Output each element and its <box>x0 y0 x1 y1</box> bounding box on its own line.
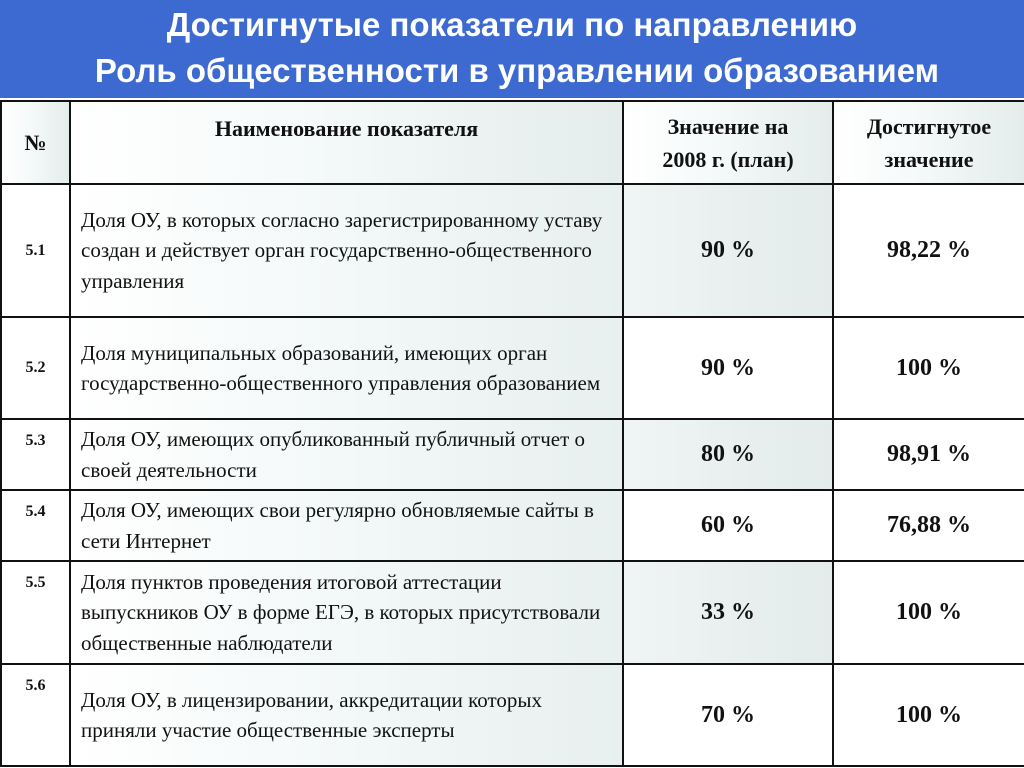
row-plan-value: 33 % <box>623 561 833 664</box>
header-plan-line-1: Значение на <box>667 113 789 139</box>
title-line-1: Достигнутые показатели по направлению <box>166 6 858 43</box>
row-number: 5.3 <box>1 419 70 490</box>
row-number: 5.2 <box>1 317 70 419</box>
table-row <box>1 419 1024 490</box>
table-row <box>1 317 1024 419</box>
row-number: 5.1 <box>1 184 70 317</box>
row-achieved-value: 100 % <box>833 561 1024 664</box>
title-banner <box>0 0 1024 98</box>
indicators-table <box>0 100 1024 767</box>
row-number: 5.5 <box>1 561 70 664</box>
table-row <box>1 490 1024 561</box>
row-plan-value: 70 % <box>623 664 833 766</box>
row-plan-value: 80 % <box>623 419 833 490</box>
title-line-2: Роль общественности в управлении образованием <box>94 52 940 89</box>
indicators-table-container <box>0 100 1024 768</box>
row-indicator-name: Доля пунктов проведения итоговой аттестации выпускников ОУ в форме ЕГЭ, в которых присутствовали общественные наблюдатели <box>70 561 623 664</box>
table-header-row <box>1 101 1024 184</box>
row-indicator-name: Доля муниципальных образований, имеющих орган государственно-общественного управления образованием <box>70 317 623 419</box>
row-indicator-name: Доля ОУ, имеющих опубликованный публичный отчет о своей деятельности <box>70 419 623 490</box>
row-plan-value: 90 % <box>623 184 833 317</box>
row-plan-value: 90 % <box>623 317 833 419</box>
row-indicator-name: Доля ОУ, в лицензировании, аккредитации которых приняли участие общественные эксперты <box>70 664 623 766</box>
row-number: 5.6 <box>1 664 70 766</box>
row-achieved-value: 76,88 % <box>833 490 1024 561</box>
header-achieved-value <box>833 101 1024 184</box>
row-indicator-name: Доля ОУ, в которых согласно зарегистрированному уставу создан и действует орган государственно-общественного управления <box>70 184 623 317</box>
row-achieved-value: 100 % <box>833 317 1024 419</box>
row-achieved-value: 98,22 % <box>833 184 1024 317</box>
header-plan-value <box>623 101 833 184</box>
header-number: № <box>1 101 70 184</box>
row-plan-value: 60 % <box>623 490 833 561</box>
table-row <box>1 561 1024 664</box>
header-plan-line-2: 2008 г. (план) <box>662 146 794 172</box>
table-row <box>1 184 1024 317</box>
header-achieved-line-2: значение <box>884 146 974 172</box>
header-indicator-name: Наименование показателя <box>70 101 623 184</box>
row-achieved-value: 100 % <box>833 664 1024 766</box>
header-achieved-line-1: Достигнутое <box>866 113 992 139</box>
row-indicator-name: Доля ОУ, имеющих свои регулярно обновляемые сайты в сети Интернет <box>70 490 623 561</box>
row-achieved-value: 98,91 % <box>833 419 1024 490</box>
row-number: 5.4 <box>1 490 70 561</box>
table-row <box>1 664 1024 766</box>
